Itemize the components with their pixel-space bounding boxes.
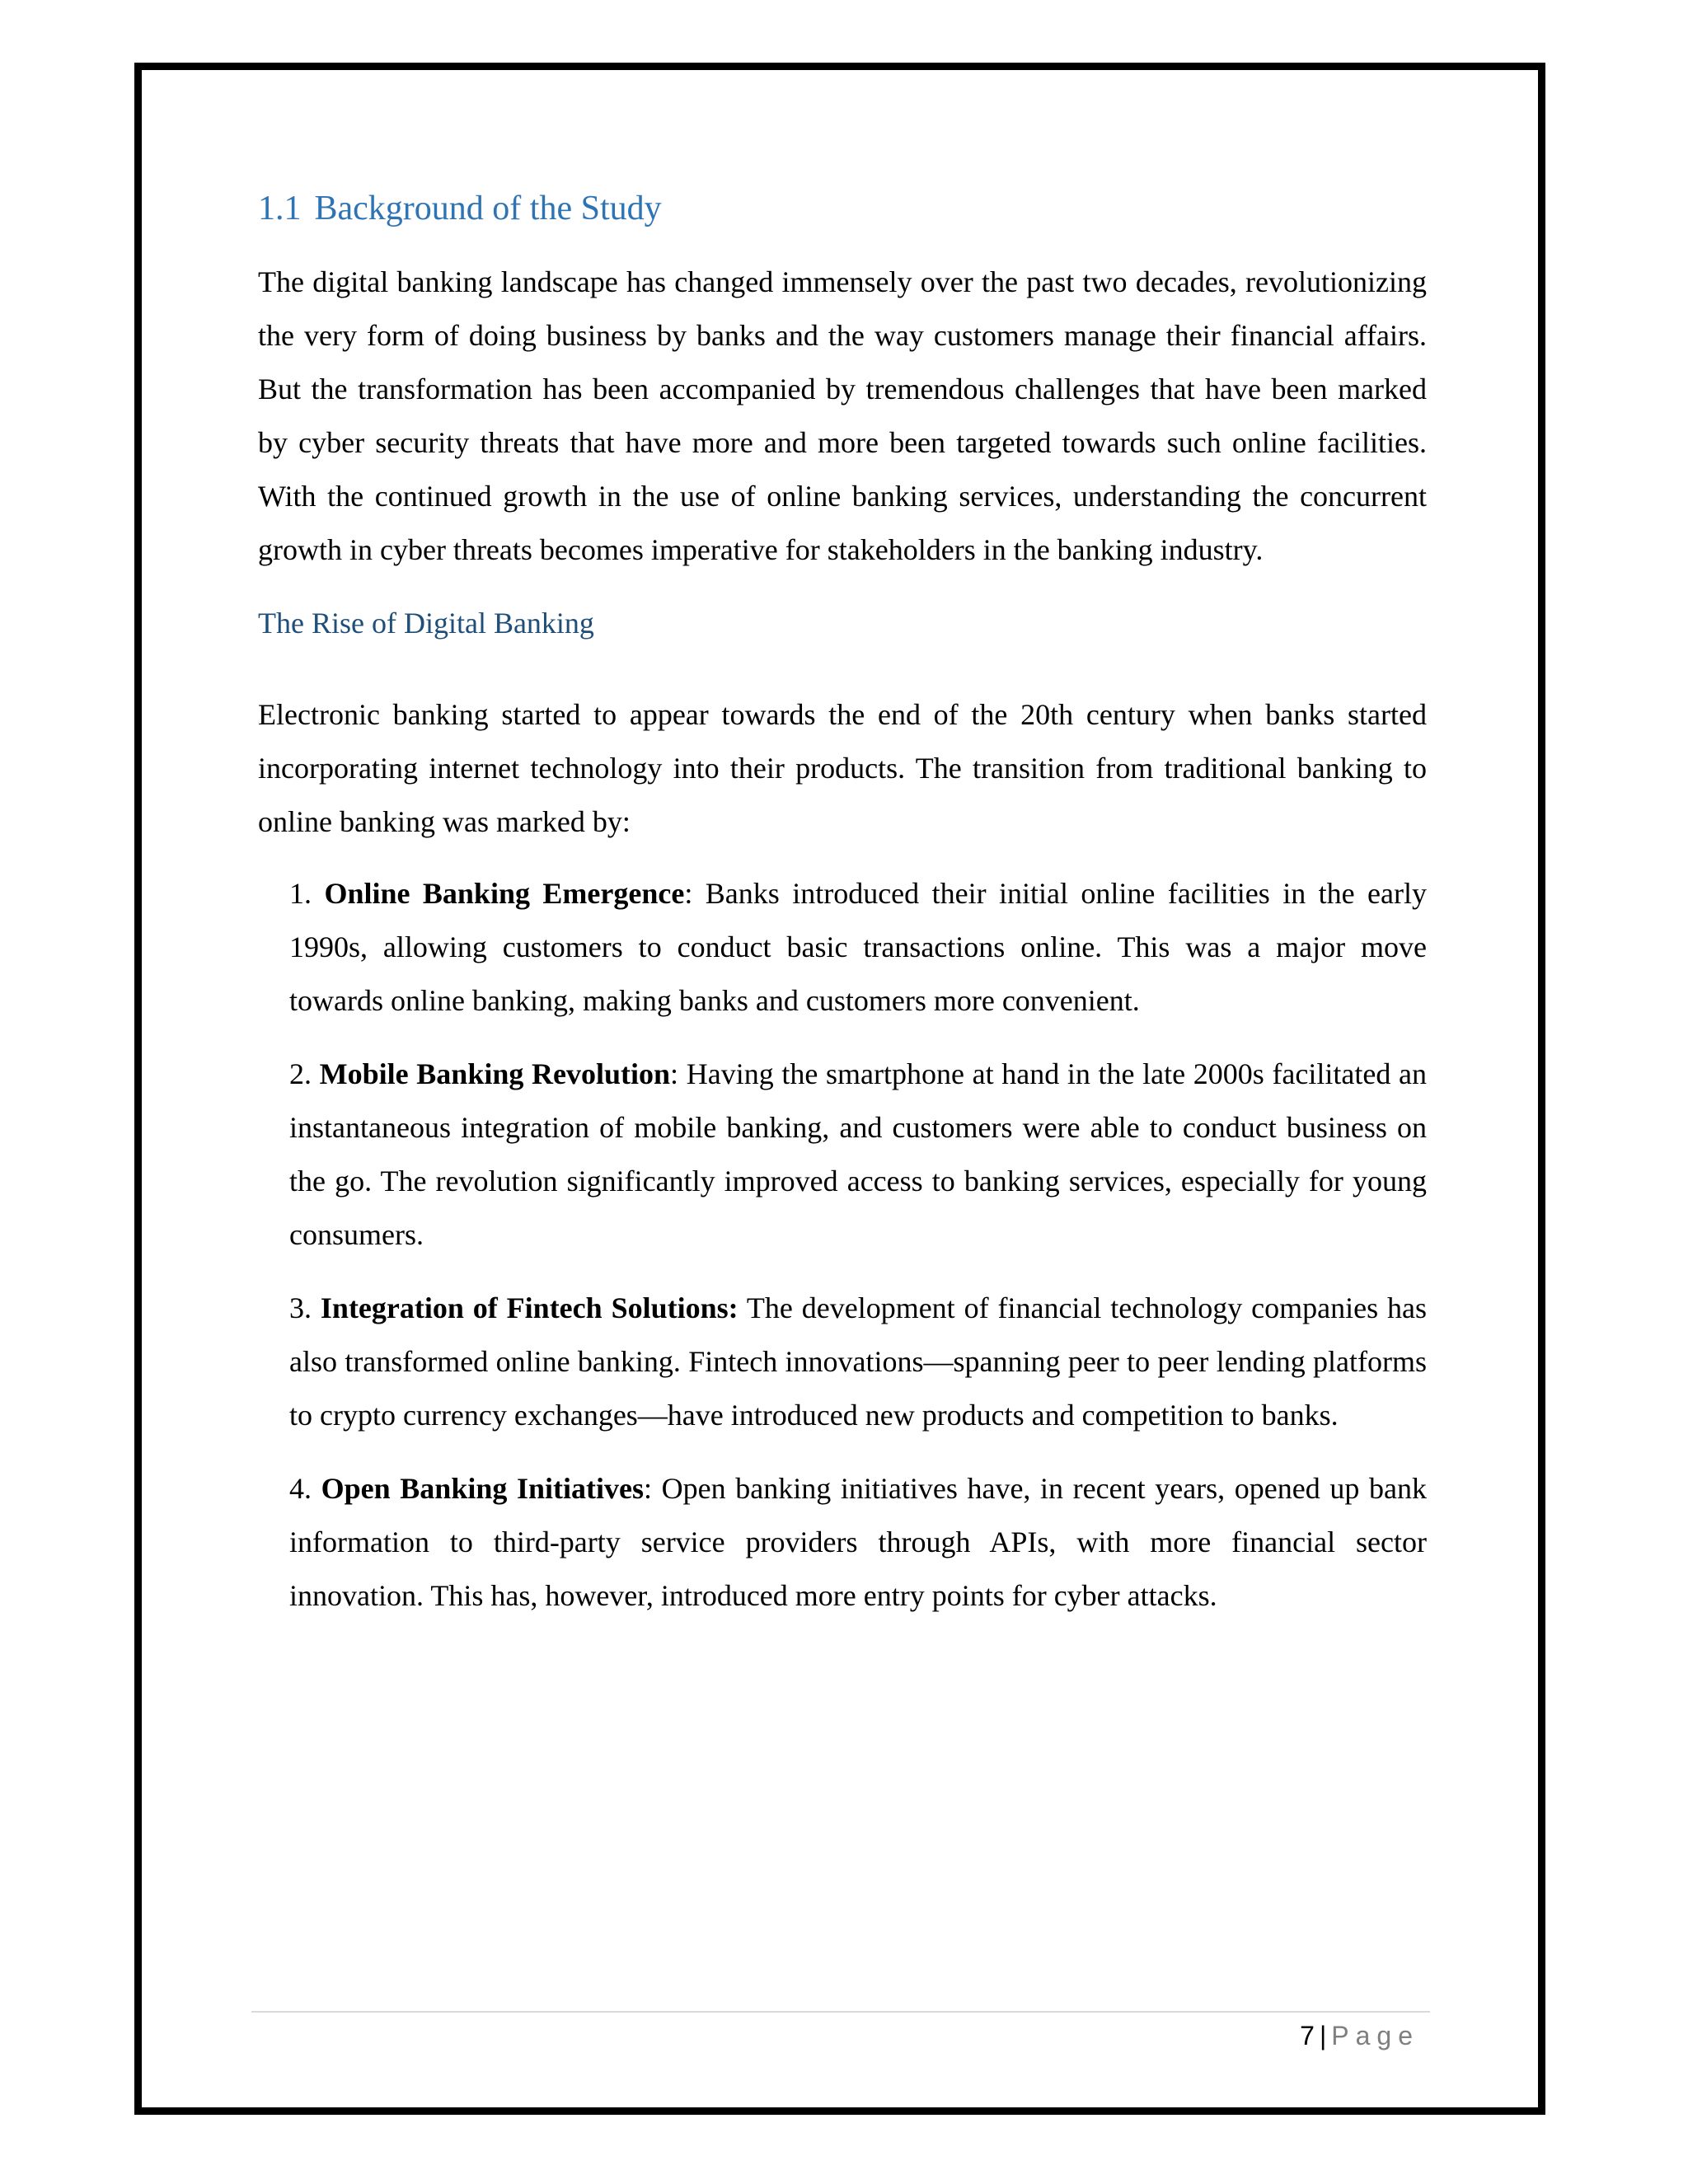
footer-separator: | — [1319, 2021, 1327, 2050]
list-item-text: Banks introduced their initial online facilities in the early 1990s, allowing customers to conduct basic transactions online. This was a major move towards online banking, making banks and customers more convenient. — [289, 877, 1427, 1017]
list-item-text: Having the smartphone at hand in the late 2000s facilitated an instantaneous integration of mobile banking, and customers were able to conduct business on the go. The revolution significantly improved access to banking services, especially for young consumers. — [289, 1057, 1427, 1251]
list-item-number: 3. — [289, 1291, 312, 1324]
list-item-text: The development of financial technology companies has also transformed online banking. Fintech innovations—spanning peer to peer lending platforms to crypto currency exchanges—have introduced new products and competition to banks. — [289, 1291, 1428, 1432]
list-item-separator: : — [644, 1472, 653, 1505]
list-item-term: Open Banking Initiatives — [321, 1472, 644, 1505]
list-item — [289, 1047, 1427, 1262]
list-item — [289, 1282, 1427, 1442]
list-item-term: Mobile Banking Revolution — [319, 1057, 671, 1090]
list-item-separator: : — [684, 877, 693, 910]
list-item-number: 4. — [289, 1472, 312, 1505]
list-item-separator: : — [670, 1057, 679, 1090]
list-item — [289, 1462, 1427, 1623]
page-label: Page — [1331, 2021, 1419, 2050]
section-heading — [258, 180, 1427, 237]
page-number: 7 — [1300, 2021, 1315, 2050]
list-item-term: Integration of Fintech Solutions: — [320, 1291, 738, 1324]
section-number: 1.1 — [258, 190, 302, 227]
page-footer — [1154, 2018, 1419, 2054]
list-item-number: 1. — [289, 877, 312, 910]
document-body — [258, 180, 1427, 1643]
intro-paragraph: The digital banking landscape has changed immensely over the past two decades, revolutionizing the very form of doing business by banks and the way customers manage their financial affairs. But the transformation has been accompanied by tremendous challenges that have been marked by cyber security threats that have more and more been targeted towards such online facilities. With the continued growth in the use of online banking services, understanding the concurrent growth in cyber threats becomes imperative for stakeholders in the banking industry. — [258, 265, 1427, 566]
subheading: The Rise of Digital Banking — [258, 607, 594, 640]
list-item-term: Online Banking Emergence — [324, 877, 685, 910]
list-item-text: Open banking initiatives have, in recent years, opened up bank information to third-party service providers through APIs, with more financial sector innovation. This has, however, introduced more entry points for cyber attacks. — [289, 1472, 1428, 1612]
list-item — [289, 867, 1427, 1028]
footer-rule — [251, 2011, 1430, 2013]
milestone-list — [258, 867, 1427, 1623]
transition-paragraph: Electronic banking started to appear towards the end of the 20th century when banks started incorporating internet technology into their products. The transition from traditional banking to online banking was marked by: — [258, 698, 1427, 838]
section-title: Background of the Study — [314, 190, 662, 227]
list-item-number: 2. — [289, 1057, 312, 1090]
